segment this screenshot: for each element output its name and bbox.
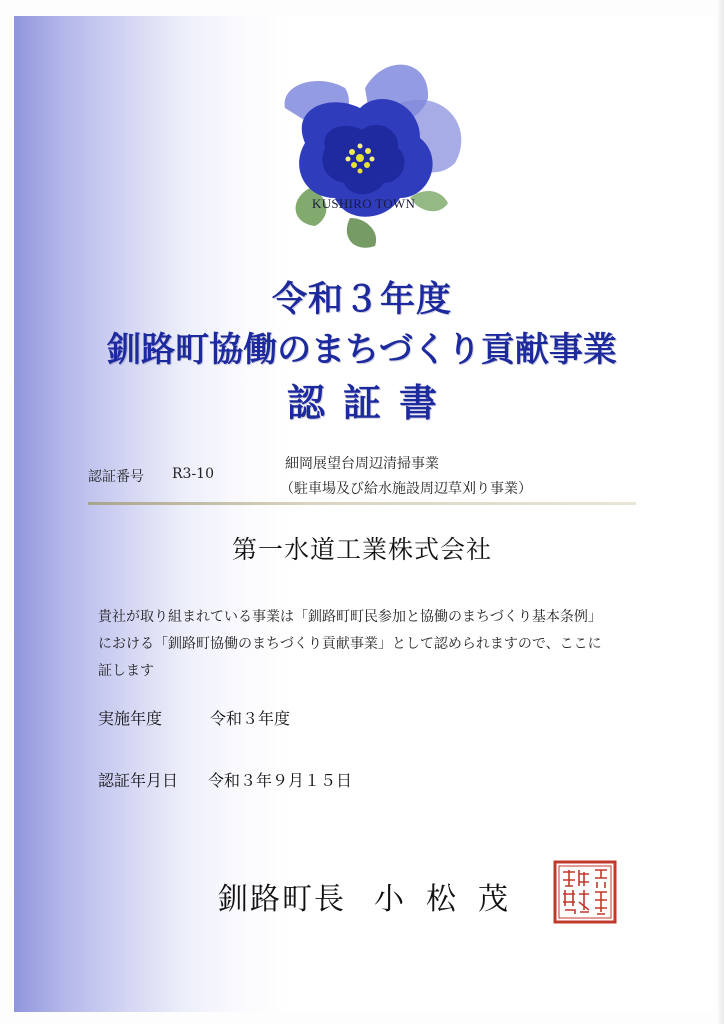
page-edge [716,0,724,1024]
body-text-line: 貴社が取り組まれている事業は「釧路町町民参加と協働のまちづくり基本条例」 [98,609,602,625]
company-name: 第一水道工業株式会社 [231,535,492,564]
certification-date-value: 令和３年９月１５日 [208,771,353,790]
body-text-line: 証します [98,663,154,679]
logo-text: KUSHIRO TOWN [312,196,416,211]
body-text-line: における「釧路町協働のまちづくり貢献事業」として認められますので、ここに [98,636,602,652]
certification-date-label: 認証年月日 [98,771,179,790]
certificate-number-value: R3-10 [172,466,214,482]
project-detail: （駐車場及び給水施設周辺草刈り事業） [280,481,532,497]
project-name: 細岡展望台周辺清掃事業 [285,456,439,472]
page-title: 釧路町協働のまちづくり貢献事業 [107,330,617,370]
divider [88,502,636,505]
certificate-number-label: 認証番号 [88,469,144,485]
signatory-title: 釧路町長 [218,882,346,917]
official-seal [553,860,617,924]
certificate-heading: 認証書 [286,380,455,425]
signatory-name: 小松茂 [374,882,530,917]
implementation-year-value: 令和３年度 [210,709,291,728]
title-year: 令和３年度 [271,279,452,320]
implementation-year-label: 実施年度 [98,709,163,728]
flower-icon [270,48,480,258]
